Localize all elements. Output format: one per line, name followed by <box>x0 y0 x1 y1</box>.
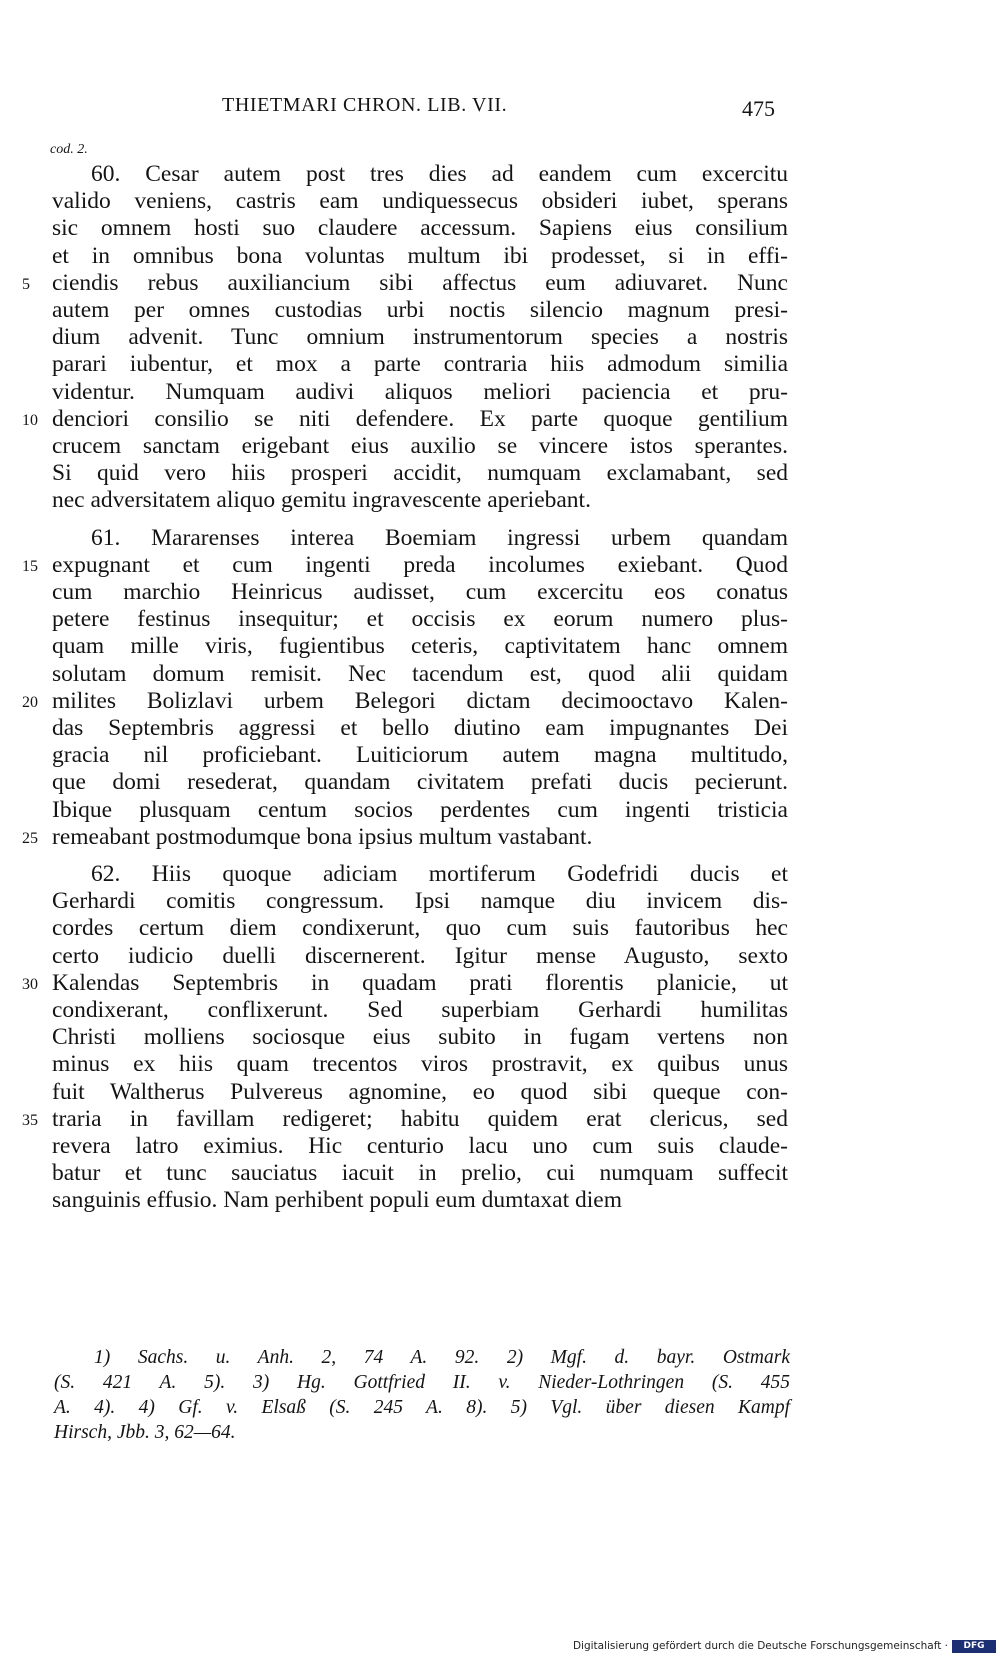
text-line: que domi resederat, quandam civitatem prefati ducis pecierunt. <box>52 769 788 796</box>
footnote-line: Hirsch, Jbb. 3, 62—64. <box>54 1422 236 1443</box>
text-line: Gerhardi comitis congressum. Ipsi namque diu invicem dis- <box>52 888 788 915</box>
text-line: et in omnibus bona voluntas multum ibi prodesset, si in effi- <box>52 242 788 269</box>
text-line: das Septembris aggressi et bello diutino eam impugnantes Dei <box>52 715 788 741</box>
line-number: 5 <box>22 275 30 293</box>
text-line: traria in favillam redigeret; habitu quidem erat clericus, sed <box>52 1105 788 1132</box>
text-line: condixerant, conflixerunt. Sed superbiam Gerhardi humilitas <box>52 997 788 1023</box>
text-line: crucem sanctam erigebant eius auxilio se vincere istos sperantes. <box>52 433 788 459</box>
text-line: minus ex hiis quam trecentos viros prostravit, ex quibus unus <box>52 1051 788 1078</box>
text-line: 60. Cesar autem post tres dies ad eandem cum excercitu <box>91 161 788 187</box>
text-line: videntur. Numquam audivi aliquos meliori paciencia et pru- <box>52 378 788 405</box>
line-number: 20 <box>22 693 38 711</box>
digitization-credit: Digitalisierung gefördert durch die Deutsche Forschungsgemeinschaft · <box>572 1640 948 1652</box>
margin-note: cod. 2. <box>50 142 88 157</box>
text-line: gracia nil proficiebant. Luiticiorum autem magna multitudo, <box>52 742 788 769</box>
line-number: 15 <box>22 557 38 575</box>
text-line: 61. Mararenses interea Boemiam ingressi urbem quandam <box>91 524 788 551</box>
text-line: valido veniens, castris eam undiquessecus obsideri iubet, sperans <box>52 188 788 215</box>
text-line: autem per omnes custodias urbi noctis silencio magnum presi- <box>52 297 788 323</box>
text-line: revera latro eximius. Hic centurio lacu uno cum suis claude- <box>52 1133 788 1159</box>
text-line: Ibique plusquam centum socios perdentes cum ingenti tristicia <box>52 796 788 823</box>
text-line: expugnant et cum ingenti preda incolumes exiebant. Quod <box>52 551 788 578</box>
line-number: 10 <box>22 411 38 429</box>
text-line: fuit Waltherus Pulvereus agnomine, eo quod sibi queque con- <box>52 1078 788 1105</box>
line-number: 25 <box>22 829 38 847</box>
line-number: 30 <box>22 975 38 993</box>
text-line: ciendis rebus auxiliancium sibi affectus eum adiuvaret. Nunc <box>52 269 788 296</box>
text-line: Christi molliens sociosque eius subito in fugam vertens non <box>52 1024 788 1051</box>
text-line: petere festinus insequitur; et occisis ex eorum numero plus- <box>52 606 788 633</box>
text-line: batur et tunc sauciatus iacuit in prelio, cui numquam suffecit <box>52 1160 788 1187</box>
text-line: nec adversitatem aliquo gemitu ingravescente aperiebant. <box>52 487 591 514</box>
text-line: sic omnem hosti suo claudere accessum. Sapiens eius consilium <box>52 215 788 242</box>
text-line: dium advenit. Tunc omnium instrumentorum species a nostris <box>52 324 788 351</box>
text-line: solutam domum remisit. Nec tacendum est, quod alii quidam <box>52 660 788 687</box>
text-line: Kalendas Septembris in quadam prati florentis planicie, ut <box>52 969 788 996</box>
text-line: quam mille viris, fugientibus ceteris, captivitatem hanc omnem <box>52 633 788 660</box>
header-title: THIETMARI CHRON. LIB. VII. <box>222 94 508 116</box>
text-line: 62. Hiis quoque adiciam mortiferum Godefridi ducis et <box>91 861 788 887</box>
text-line: Si quid vero hiis prosperi accidit, numquam exclamabant, sed <box>52 460 788 487</box>
text-line: cordes certum diem condixerunt, quo cum suis fautoribus hec <box>52 915 788 942</box>
text-line: sanguinis effusio. Nam perhibent populi eum dumtaxat diem <box>52 1187 622 1214</box>
footnote-line: (S. 421 A. 5). 3) Hg. Gottfried II. v. Nieder-Lothringen (S. 455 <box>54 1372 790 1393</box>
text-line: cum marchio Heinricus audisset, cum excercitu eos conatus <box>52 579 788 605</box>
line-number: 35 <box>22 1111 38 1129</box>
text-line: remeabant postmodumque bona ipsius multum vastabant. <box>52 823 593 850</box>
text-line: denciori consilio se niti defendere. Ex parte quoque gentilium <box>52 405 788 432</box>
text-line: certo iudicio duelli discernerent. Igitur mense Augusto, sexto <box>52 942 788 969</box>
text-line: parari iubentur, et mox a parte contraria hiis admodum similia <box>52 351 788 378</box>
dfg-logo-icon: DFG <box>952 1640 996 1653</box>
page-number: 475 <box>742 96 775 121</box>
footnote-line: 1) Sachs. u. Anh. 2, 74 A. 92. 2) Mgf. d. bayr. Ostmark <box>94 1347 790 1368</box>
footnote-line: A. 4). 4) Gf. v. Elsaß (S. 245 A. 8). 5) Vgl. über diesen Kampf <box>54 1397 790 1418</box>
text-line: milites Bolizlavi urbem Belegori dictam decimooctavo Kalen- <box>52 687 788 714</box>
footnotes <box>54 1345 790 1445</box>
